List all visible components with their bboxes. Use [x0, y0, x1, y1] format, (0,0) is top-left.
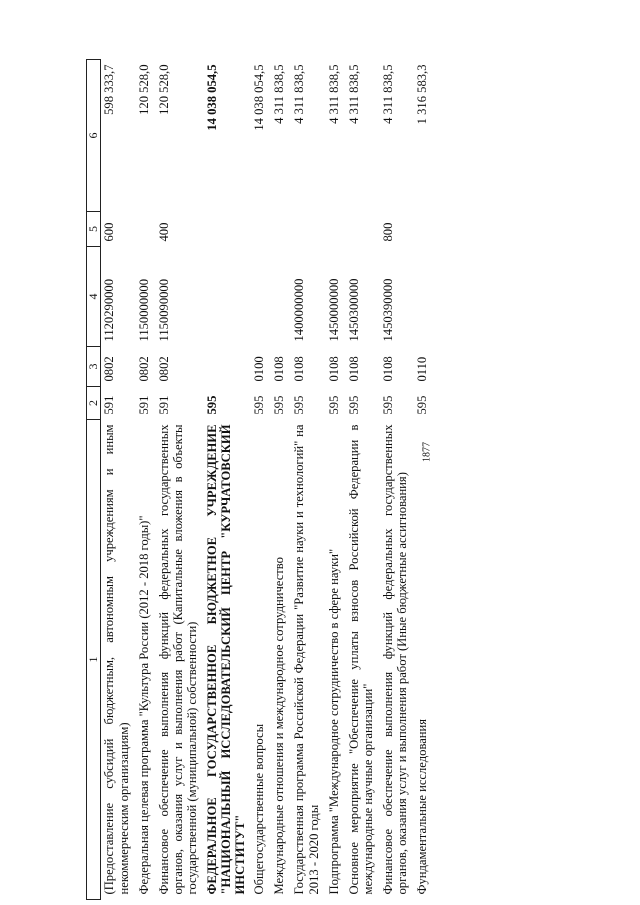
row-name: Финансовое обеспечение выполнения функций федеральных государственных органов, оказания услуг и выполнения работ (Иные бюджетные ассигнования) — [380, 424, 410, 895]
row-name: Финансовое обеспечение выполнения функций федеральных государственных органов, оказания услуг и выполнения работ (Капитальные вложения в объекты государственной (муниципальной) собственности) — [156, 424, 199, 895]
amount: 4 311 838,5 — [292, 64, 307, 124]
table-row — [346, 60, 380, 900]
column-header: 4 — [87, 247, 101, 347]
target-article-code: 1450000000 — [326, 278, 341, 342]
section-code: 0108 — [272, 356, 287, 382]
amount: 14 038 054,5 — [205, 64, 219, 131]
section-code: 0802 — [102, 356, 117, 382]
table-row — [291, 60, 325, 900]
row-name: Международные отношения и международное сотрудничество — [272, 557, 287, 895]
table-row — [380, 60, 414, 900]
section-code: 0110 — [415, 356, 430, 382]
expense-type-code: 600 — [102, 222, 117, 242]
row-name: ФЕДЕРАЛЬНОЕ ГОСУДАРСТВЕННОЕ БЮДЖЕТНОЕ УЧРЕЖДЕНИЕ "НАЦИОНАЛЬНЫЙ ИССЛЕДОВАТЕЛЬСКИЙ ЦЕНТР "КУРЧАТОВСКИЙ ИНСТИТУТ" — [205, 424, 248, 895]
table-row — [156, 60, 204, 900]
target-article-code — [252, 247, 271, 347]
target-article-code: 1120290000 — [102, 278, 117, 342]
expense-type-code — [271, 212, 291, 247]
ministry-code: 591 — [136, 395, 151, 415]
row-name: Государственная программа Российской Федерации "Развитие науки и технологий" на 2013 - 2020 годы — [292, 424, 321, 895]
ministry-code: 595 — [415, 395, 430, 415]
ministry-code: 595 — [252, 395, 267, 415]
amount: 14 038 054,5 — [252, 64, 267, 131]
target-article-code: 1150090000 — [156, 278, 171, 342]
ministry-code: 595 — [380, 395, 395, 415]
amount: 4 311 838,5 — [326, 64, 341, 124]
amount: 4 311 838,5 — [380, 64, 395, 124]
expense-type-code — [136, 212, 156, 247]
section-code: 0100 — [252, 356, 267, 382]
column-header: 6 — [87, 60, 101, 212]
ministry-code: 595 — [326, 395, 341, 415]
row-name: Федеральная целевая программа "Культура России (2012 - 2018 годы)" — [136, 515, 151, 895]
expense-type-code — [252, 212, 271, 247]
ministry-code: 591 — [102, 395, 117, 415]
row-name: (Предоставление субсидий бюджетным, автономным учреждениям и иным некоммерческим организациям) — [102, 424, 131, 895]
section-code: 0802 — [156, 356, 171, 382]
target-article-code: 1450390000 — [380, 278, 395, 342]
table-row — [252, 60, 271, 900]
expense-type-code — [346, 212, 380, 247]
expense-type-code: 800 — [380, 222, 395, 242]
target-article-code: 1150000000 — [136, 278, 151, 342]
amount: 120 528,0 — [136, 64, 151, 115]
amount: 1 316 583,3 — [415, 64, 430, 125]
section-code: 0802 — [136, 356, 151, 382]
row-name: Основное мероприятие "Обеспечение уплаты взносов Российской Федерации в международные научные организации" — [346, 424, 375, 895]
ministry-code: 595 — [272, 395, 287, 415]
table-row — [101, 60, 136, 900]
row-name: Подпрограмма "Международное сотрудничество в сфере науки" — [326, 548, 341, 895]
page-number: 1877 — [421, 442, 433, 462]
target-article-code — [204, 247, 252, 347]
ministry-code: 595 — [346, 395, 361, 415]
target-article-code: 1400000000 — [292, 278, 307, 342]
column-header: 5 — [87, 212, 101, 247]
target-article-code: 1450300000 — [346, 278, 361, 342]
amount: 4 311 838,5 — [346, 64, 361, 124]
budget-table — [86, 59, 434, 900]
section-code — [204, 347, 252, 387]
expense-type-code — [291, 212, 325, 247]
expense-type-code — [326, 212, 346, 247]
amount: 120 528,0 — [156, 64, 171, 115]
expense-type-code — [414, 212, 434, 247]
ministry-code: 591 — [156, 395, 171, 415]
expense-type-code: 400 — [156, 222, 171, 242]
table-header-row — [87, 60, 101, 900]
ministry-code: 595 — [292, 395, 307, 415]
table-row — [271, 60, 291, 900]
table-row — [136, 60, 156, 900]
column-header: 1 — [87, 420, 101, 900]
table-row — [204, 60, 252, 900]
section-code: 0108 — [380, 356, 395, 382]
section-code: 0108 — [292, 356, 307, 382]
column-header: 3 — [87, 347, 101, 387]
column-header: 2 — [87, 387, 101, 420]
table-row — [414, 60, 434, 900]
row-name: Общегосударственные вопросы — [252, 723, 267, 895]
target-article-code — [271, 247, 291, 347]
expense-type-code — [204, 212, 252, 247]
amount: 598 333,7 — [102, 64, 117, 115]
amount: 4 311 838,5 — [272, 64, 287, 124]
table-row — [326, 60, 346, 900]
rotated-table-wrapper — [86, 60, 556, 900]
section-code: 0108 — [346, 356, 361, 382]
row-name: Фундаментальные исследования — [415, 718, 430, 895]
section-code: 0108 — [326, 356, 341, 382]
ministry-code: 595 — [205, 395, 219, 415]
target-article-code — [414, 247, 434, 347]
